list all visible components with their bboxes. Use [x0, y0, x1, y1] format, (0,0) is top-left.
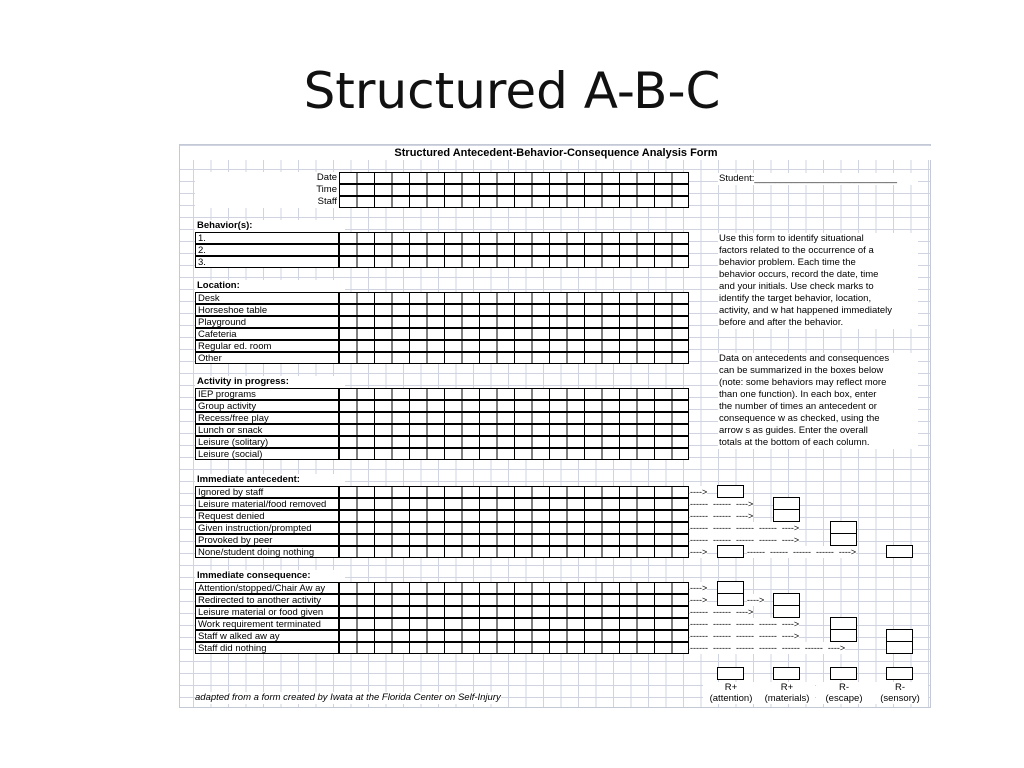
summary-box-materials[interactable]	[773, 509, 800, 522]
arrow-chain: ------ ------ ------ ------ ---->	[747, 547, 857, 557]
arrow-chain: ------ ------ ------ ------ ---->	[690, 619, 800, 629]
activity-row-label: Recess/free play	[195, 412, 339, 424]
arrow-chain: ------ ------ ------ ------ ---->	[690, 631, 800, 641]
staff-label: Staff	[195, 196, 339, 208]
instruction-line: behavior occurs, record the date, time	[719, 269, 879, 280]
antecedent-row-label: Leisure material/food removed	[195, 498, 339, 510]
total-function-label: (escape)	[816, 693, 872, 704]
activity-row-label: Leisure (social)	[195, 448, 339, 460]
instruction-line: than one function). In each box, enter	[719, 389, 877, 400]
arrow-chain: ------ ------ ------ ------ ---->	[690, 523, 800, 533]
instruction-line: consequence w as checked, using the	[719, 413, 880, 424]
location-row-label: Playground	[195, 316, 339, 328]
location-row-label: Regular ed. room	[195, 340, 339, 352]
antecedent-row-label: Given instruction/prompted	[195, 522, 339, 534]
activity-row-cells[interactable]	[339, 448, 689, 460]
consequence-row-label: Staff w alked aw ay	[195, 630, 339, 642]
antecedent-row-cells[interactable]	[339, 534, 689, 546]
slide-title: Structured A-B-C	[303, 62, 721, 120]
arrow-chain: ------ ------ ---->	[690, 607, 754, 617]
location-row-cells[interactable]	[339, 316, 689, 328]
location-row-cells[interactable]	[339, 304, 689, 316]
student-field[interactable]: Student:___________________________	[718, 173, 918, 185]
location-row-cells[interactable]	[339, 292, 689, 304]
arrow-chain: ------ ------ ---->	[690, 499, 754, 509]
activity-row-cells[interactable]	[339, 424, 689, 436]
location-header: Location:	[195, 280, 345, 292]
instruction-line: before and after the behavior.	[719, 317, 844, 328]
form-credit: adapted from a form created by Iwata at the Florida Center on Self-Injury	[195, 692, 501, 703]
consequence-row-cells[interactable]	[339, 582, 689, 594]
total-box-escape[interactable]	[830, 667, 857, 680]
summary-box-escape[interactable]	[830, 629, 857, 642]
arrow-chain: ---->	[690, 583, 708, 593]
arrow-chain: ---->	[690, 595, 708, 605]
instruction-line: behavior problem. Each time the	[719, 257, 856, 268]
date-cells[interactable]	[339, 172, 689, 184]
consequence-row-cells[interactable]	[339, 630, 689, 642]
activity-row-label: Lunch or snack	[195, 424, 339, 436]
antecedent-row-cells[interactable]	[339, 510, 689, 522]
summary-box-attention[interactable]	[717, 593, 744, 606]
summary-box-materials[interactable]	[773, 605, 800, 618]
antecedent-row-label: None/student doing nothing	[195, 546, 339, 558]
location-row-cells[interactable]	[339, 340, 689, 352]
total-code-label: R+	[759, 682, 815, 693]
instruction-line: totals at the bottom of each column.	[719, 437, 870, 448]
antecedent-row-cells[interactable]	[339, 498, 689, 510]
consequence-row-cells[interactable]	[339, 594, 689, 606]
instruction-line: activity, and w hat happened immediately	[719, 305, 893, 316]
instruction-line: (note: some behaviors may reflect more	[719, 377, 887, 388]
total-function-label: (materials)	[759, 693, 815, 704]
total-code-label: R-	[816, 682, 872, 693]
consequence-row-cells[interactable]	[339, 606, 689, 618]
total-function-label: (sensory)	[872, 693, 928, 704]
total-box-attention[interactable]	[717, 667, 744, 680]
instructions-block-2	[718, 353, 918, 449]
staff-cells[interactable]	[339, 196, 689, 208]
antecedent-row-label: Request denied	[195, 510, 339, 522]
arrow-chain: ---->	[747, 595, 765, 605]
summary-box-escape[interactable]	[830, 533, 857, 546]
activity-row-cells[interactable]	[339, 388, 689, 400]
total-box-materials[interactable]	[773, 667, 800, 680]
location-row-cells[interactable]	[339, 352, 689, 364]
instructions-block-1	[718, 233, 918, 329]
total-code-label: R+	[703, 682, 759, 693]
antecedent-row-label: Ignored by staff	[195, 486, 339, 498]
antecedent-header: Immediate antecedent:	[195, 474, 345, 486]
instruction-line: and your initials. Use check marks to	[719, 281, 874, 292]
consequence-row-label: Redirected to another activity	[195, 594, 339, 606]
summary-box-sensory[interactable]	[886, 641, 913, 654]
location-row-label: Horseshoe table	[195, 304, 339, 316]
antecedent-row-label: Provoked by peer	[195, 534, 339, 546]
activity-row-cells[interactable]	[339, 412, 689, 424]
summary-box-attention[interactable]	[717, 545, 744, 558]
activity-row-label: Group activity	[195, 400, 339, 412]
activity-row-cells[interactable]	[339, 400, 689, 412]
behavior-header: Behavior(s):	[195, 220, 345, 232]
instruction-line: factors related to the occurrence of a	[719, 245, 874, 256]
consequence-header: Immediate consequence:	[195, 570, 345, 582]
instruction-line: can be summarized in the boxes below	[719, 365, 884, 376]
form-title: Structured Antecedent-Behavior-Consequence Analysis Form	[180, 146, 932, 160]
antecedent-row-cells[interactable]	[339, 522, 689, 534]
instruction-line: identify the target behavior, location,	[719, 293, 872, 304]
behavior-row-cells[interactable]	[339, 232, 689, 244]
activity-header: Activity in progress:	[195, 376, 345, 388]
antecedent-row-cells[interactable]	[339, 486, 689, 498]
consequence-row-label: Work requirement terminated	[195, 618, 339, 630]
arrow-chain: ---->	[690, 487, 708, 497]
arrow-chain: ------ ------ ------ ------ ------ ------ ---->	[690, 643, 846, 653]
date-label: Date	[195, 172, 339, 184]
summary-box-attention[interactable]	[717, 485, 744, 498]
location-row-label: Desk	[195, 292, 339, 304]
consequence-row-label: Leisure material or food given	[195, 606, 339, 618]
location-row-cells[interactable]	[339, 328, 689, 340]
activity-row-label: IEP programs	[195, 388, 339, 400]
behavior-row-cells[interactable]	[339, 244, 689, 256]
consequence-row-label: Staff did nothing	[195, 642, 339, 654]
antecedent-row-cells[interactable]	[339, 546, 689, 558]
arrow-chain: ---->	[690, 547, 708, 557]
arrow-chain: ------ ------ ---->	[690, 511, 754, 521]
instruction-line: the number of times an antecedent or	[719, 401, 877, 412]
location-row-label: Cafeteria	[195, 328, 339, 340]
time-label: Time	[195, 184, 339, 196]
behavior-row-label: 1.	[195, 232, 339, 244]
instruction-line: Data on antecedents and consequences	[719, 353, 890, 364]
total-box-sensory[interactable]	[886, 667, 913, 680]
summary-box-sensory[interactable]	[886, 545, 913, 558]
activity-row-label: Leisure (solitary)	[195, 436, 339, 448]
consequence-row-label: Attention/stopped/Chair Aw ay	[195, 582, 339, 594]
consequence-row-cells[interactable]	[339, 642, 689, 654]
behavior-row-label: 2.	[195, 244, 339, 256]
consequence-row-cells[interactable]	[339, 618, 689, 630]
location-row-label: Other	[195, 352, 339, 364]
abc-form-sheet	[179, 144, 931, 708]
instruction-line: arrow s as guides. Enter the overall	[719, 425, 868, 436]
total-function-label: (attention)	[703, 693, 759, 704]
behavior-row-label: 3.	[195, 256, 339, 268]
arrow-chain: ------ ------ ------ ------ ---->	[690, 535, 800, 545]
behavior-row-cells[interactable]	[339, 256, 689, 268]
total-code-label: R-	[872, 682, 928, 693]
activity-row-cells[interactable]	[339, 436, 689, 448]
time-cells[interactable]	[339, 184, 689, 196]
instruction-line: Use this form to identify situational	[719, 233, 864, 244]
